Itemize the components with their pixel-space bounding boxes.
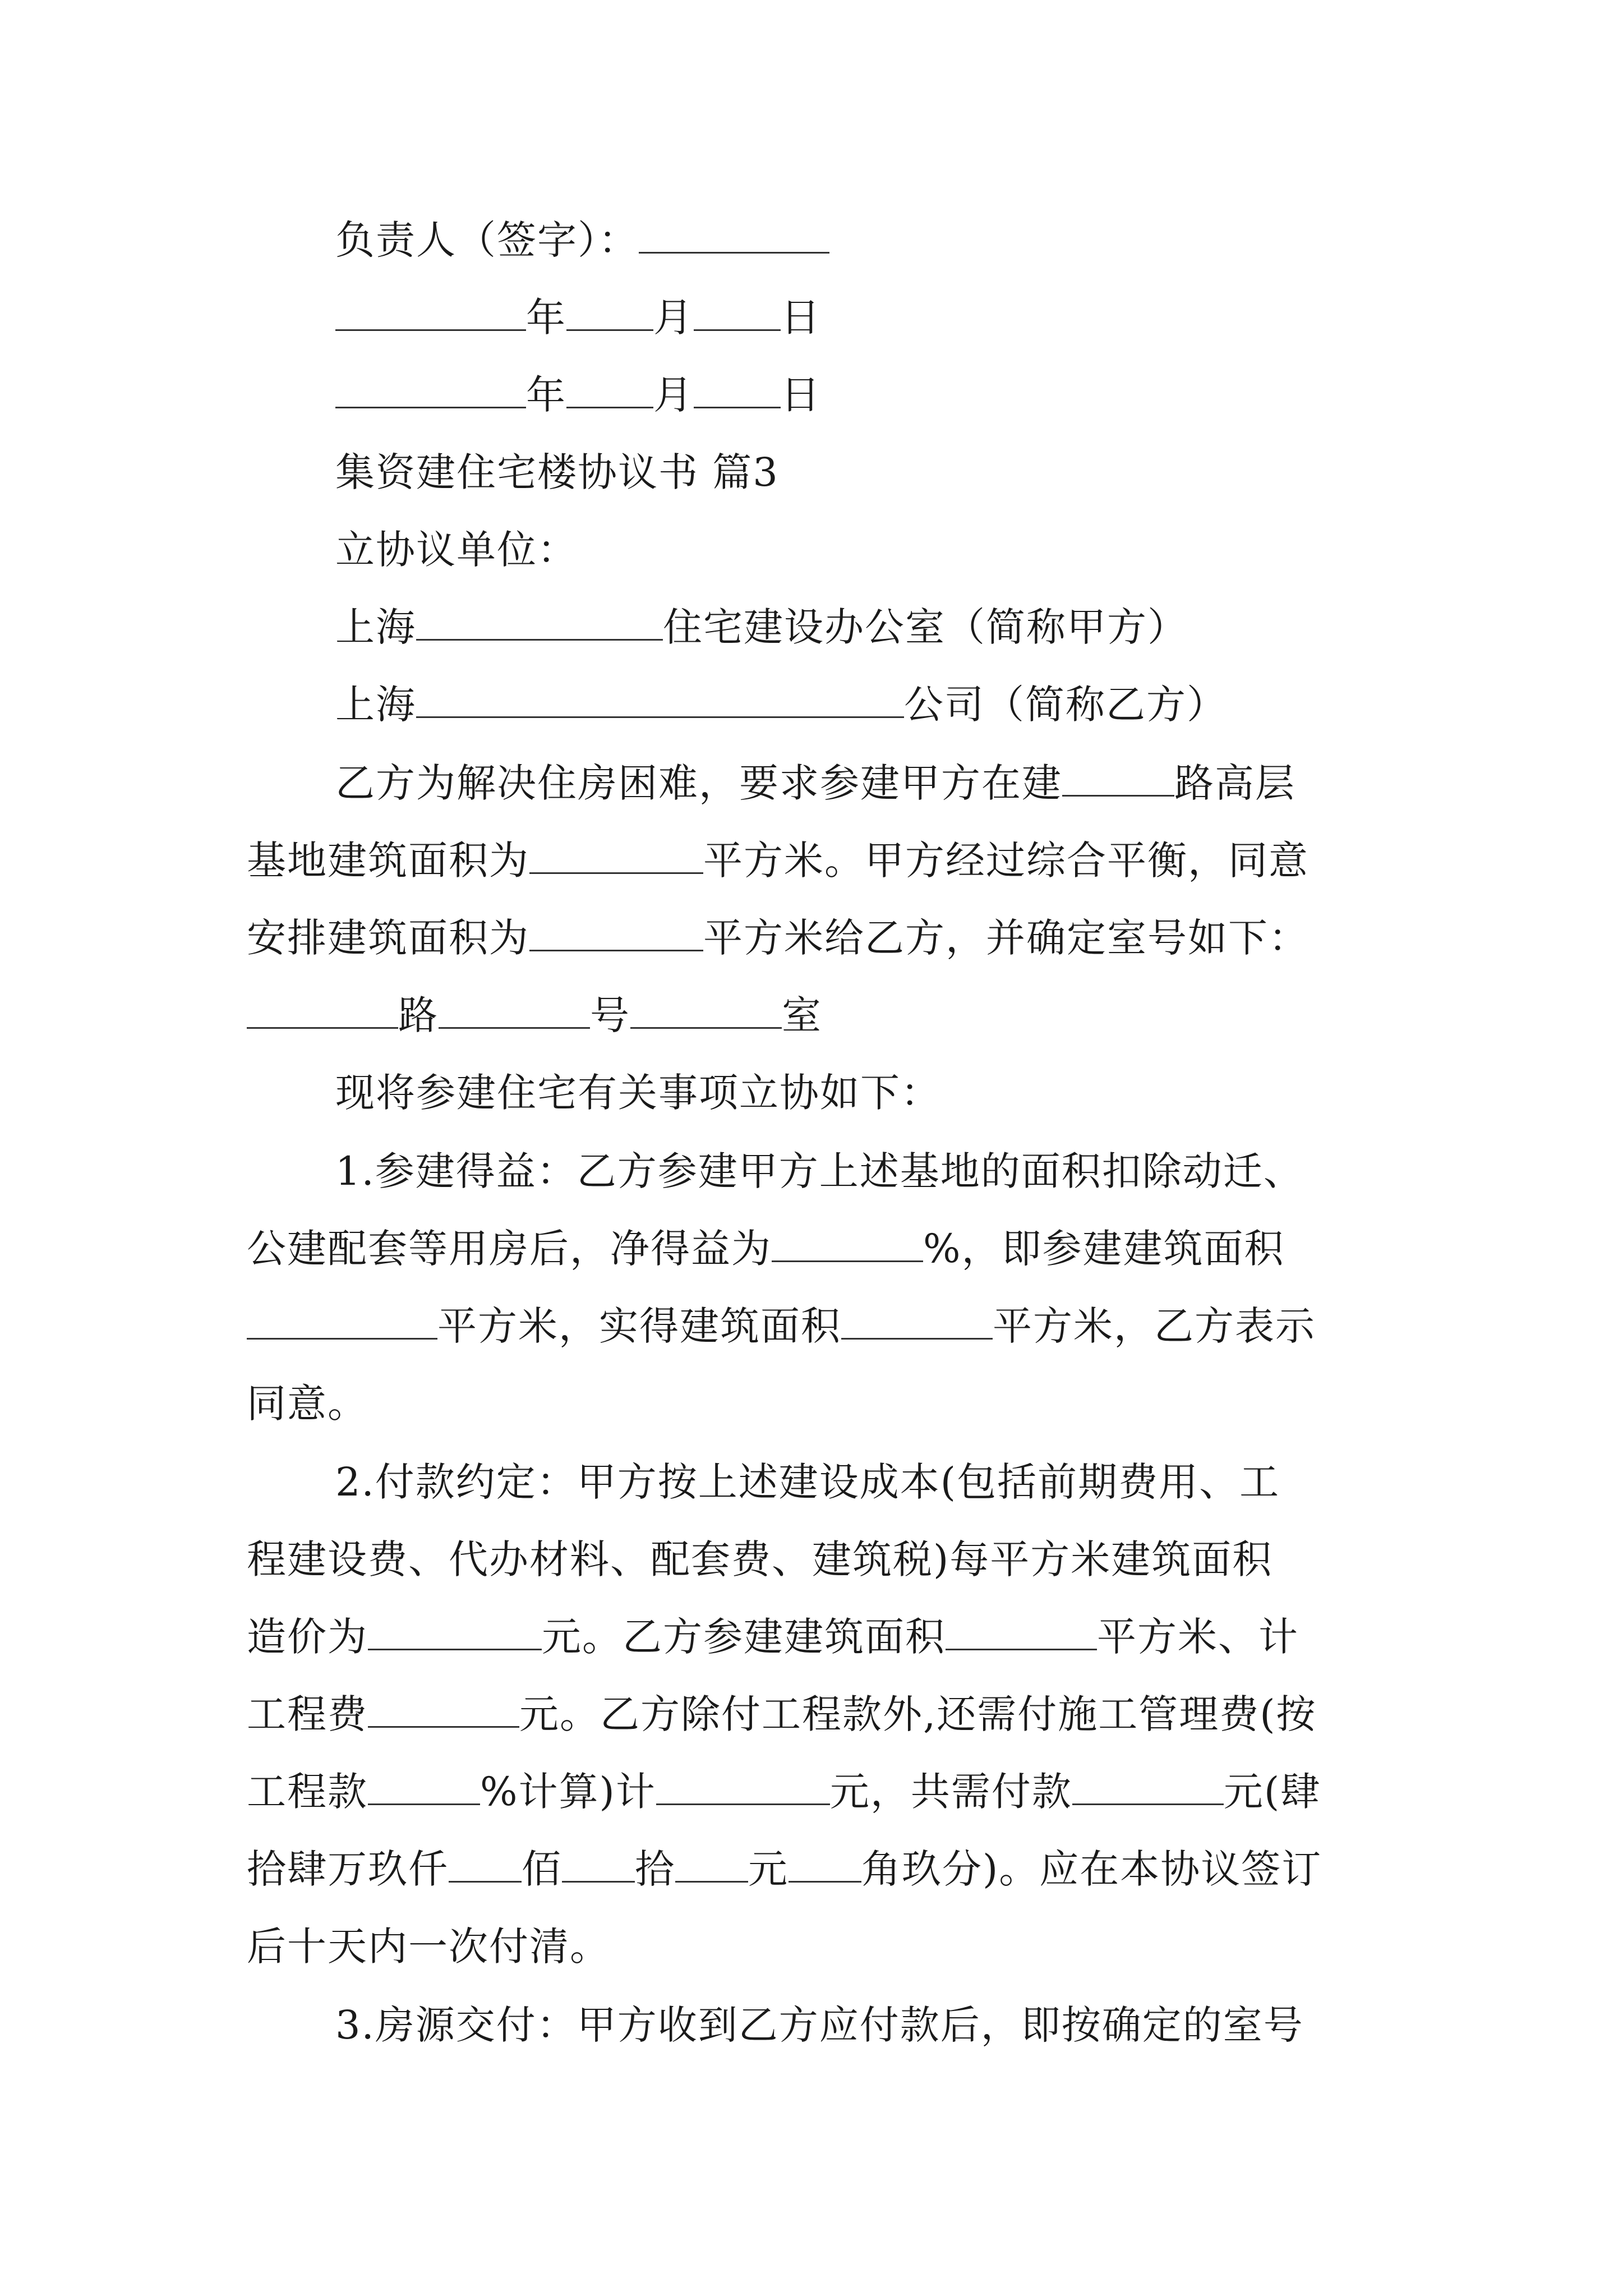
party-b-line: 上海 公司（简称乙方） bbox=[335, 682, 1227, 728]
clause-2-line-6: 拾肆万玖仟 佰 拾 元 角玖分)。应在本协议签订 bbox=[247, 1846, 1322, 1892]
room-number-line: 路 号 室 bbox=[247, 988, 822, 1042]
blank-jiao[interactable] bbox=[789, 1847, 861, 1883]
blank-fee-amount[interactable] bbox=[656, 1770, 830, 1805]
signature-line: 负责人（签字）： bbox=[335, 213, 829, 267]
clause-2-line-3: 造价为 元。乙方参建建筑面积 平方米、计 bbox=[247, 1614, 1299, 1660]
paragraph-intro-3: 安排建筑面积为 平方米给乙方，并确定室号如下： bbox=[247, 915, 1309, 961]
clause-2-line-7: 后十天内一次付清。 bbox=[247, 1924, 610, 1970]
blank-year[interactable] bbox=[335, 296, 526, 331]
blank-unit-price[interactable] bbox=[368, 1615, 542, 1650]
paragraph-intro-1: 乙方为解决住房困难，要求参建甲方在建 路高层 bbox=[335, 760, 1295, 806]
blank-road[interactable] bbox=[1062, 761, 1174, 797]
items-intro: 现将参建住宅有关事项立协如下： bbox=[335, 1070, 941, 1116]
blank-month[interactable] bbox=[566, 296, 653, 331]
date-line-2: 年 月 日 bbox=[335, 368, 821, 422]
blank-day[interactable] bbox=[694, 373, 781, 408]
blank-day[interactable] bbox=[694, 296, 781, 331]
blank-allocated-area[interactable] bbox=[529, 916, 703, 951]
clause-2-line-2: 程建设费、代办材料、配套费、建筑税)每平方米建筑面积 bbox=[247, 1536, 1273, 1582]
blank-party-b[interactable] bbox=[416, 683, 904, 718]
blank-number[interactable] bbox=[439, 993, 590, 1029]
clause-1-line-4: 同意。 bbox=[247, 1381, 368, 1427]
blank-tens[interactable] bbox=[562, 1847, 635, 1883]
clause-2-line-4: 工程费 元。乙方除付工程款外,还需付施工管理费(按 bbox=[247, 1691, 1317, 1737]
clause-1-line-3: 平方米，实得建筑面积 平方米，乙方表示 bbox=[247, 1299, 1316, 1353]
blank-party-a[interactable] bbox=[416, 605, 663, 641]
blank-actual-area[interactable] bbox=[841, 1304, 993, 1340]
clause-1-line-1: 1.参建得益：乙方参建甲方上述基地的面积扣除动迁、 bbox=[335, 1148, 1304, 1194]
clause-3-line-1: 3.房源交付：甲方收到乙方应付款后，即按确定的室号 bbox=[335, 2002, 1304, 2048]
paragraph-intro-2: 基地建筑面积为 平方米。甲方经过综合平衡，同意 bbox=[247, 838, 1309, 884]
blank-road-name[interactable] bbox=[247, 993, 398, 1029]
section-title: 集资建住宅楼协议书 篇3 bbox=[335, 449, 779, 495]
blank-hundreds[interactable] bbox=[449, 1847, 522, 1883]
blank-fee-percent[interactable] bbox=[368, 1770, 480, 1805]
blank-total-amount[interactable] bbox=[1072, 1770, 1224, 1805]
clause-1-line-2: 公建配套等用房后，净得益为 %，即参建建筑面积 bbox=[247, 1226, 1285, 1272]
blank-project-cost[interactable] bbox=[368, 1692, 519, 1728]
clause-2-line-1: 2.付款约定：甲方按上述建设成本(包括前期费用、工 bbox=[335, 1459, 1280, 1505]
blank-year[interactable] bbox=[335, 373, 526, 408]
blank-signature[interactable] bbox=[639, 218, 829, 254]
blank-participate-area[interactable] bbox=[247, 1304, 437, 1340]
clause-2-line-5: 工程款 %计算)计 元，共需付款 元(肆 bbox=[247, 1769, 1321, 1815]
blank-base-area[interactable] bbox=[529, 839, 703, 874]
blank-participate-area-2[interactable] bbox=[946, 1615, 1097, 1650]
blank-month[interactable] bbox=[566, 373, 653, 408]
parties-heading: 立协议单位： bbox=[335, 527, 578, 573]
blank-room[interactable] bbox=[630, 993, 782, 1029]
blank-percent[interactable] bbox=[772, 1227, 923, 1262]
blank-yuan[interactable] bbox=[675, 1847, 748, 1883]
date-line-1: 年 月 日 bbox=[335, 291, 821, 344]
party-a-line: 上海 住宅建设办公室（简称甲方） bbox=[335, 604, 1188, 650]
